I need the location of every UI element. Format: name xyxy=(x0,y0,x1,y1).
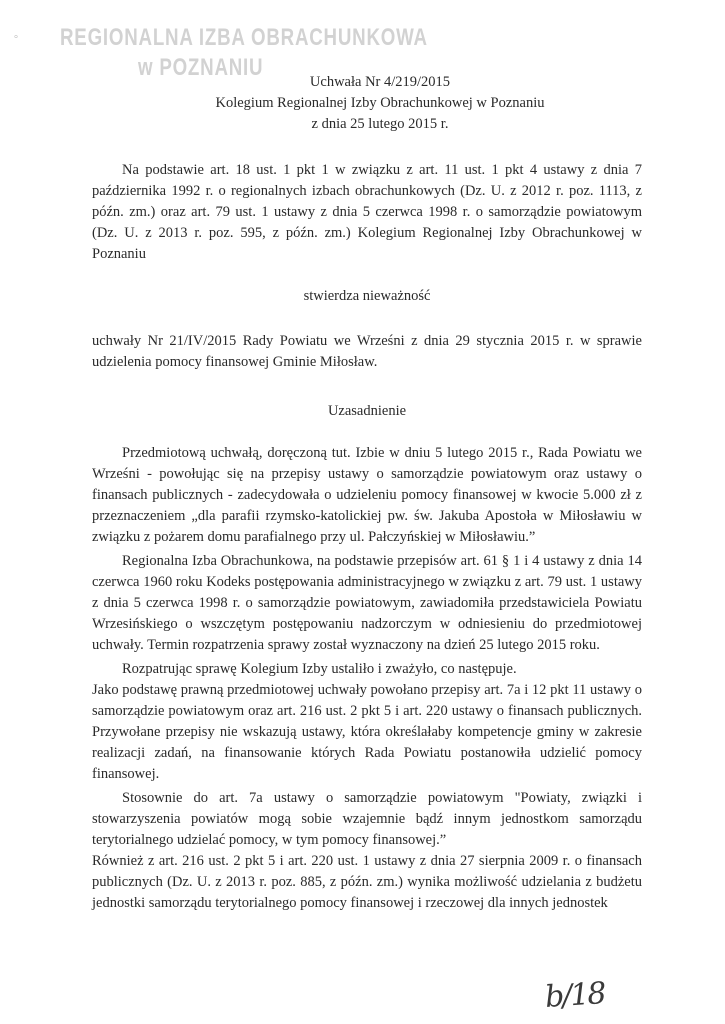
justification-heading: Uzasadnienie xyxy=(327,403,407,419)
margin-mark: ° xyxy=(14,34,18,45)
subject-block xyxy=(92,331,642,373)
paragraph-3: Rozpatrując sprawę Kolegium Izby ustaliło i zważyło, co następuje. xyxy=(122,661,517,677)
paragraph-2: Regionalna Izba Obrachunkowa, na podstawie przepisów art. 61 § 1 i 4 ustawy z dnia 14 czerwca 1960 roku Kodeks postępowania administracyjnego w związku z art. 79 ust. 1 ustawy z dnia 5 czerwca 1998 r. o samorządzie powiatowym, zawiadomiła przedstawiciela Powiatu Wrzesińskiego o wszczętym postępowaniu nadzorczym w odniesieniu do przedmiotowej uchwały. Termin rozpatrzenia sprawy został wyznaczony na dzień 25 lutego 2015 roku. xyxy=(92,553,642,653)
paragraph-1: Przedmiotową uchwałą, doręczoną tut. Izbie w dniu 5 lutego 2015 r., Rada Powiatu we Wrześni - powołując się na przepisy ustawy o samorządzie powiatowym oraz ustawy o finansach publicznych - zadecydowała o udzieleniu pomocy finansowej w kwocie 5.000 zł z przeznaczeniem „dla parafii rzymsko-katolickiej pw. św. Jakuba Apostoła w Miłosławiu w związku z pożarem domu parafialnego przy ul. Pałczyńskiej w Miłosławiu.” xyxy=(92,445,642,545)
subject-text: uchwały Nr 21/IV/2015 Rady Powiatu we Wrześni z dnia 29 stycznia 2015 r. w sprawie udzielenia pomocy finansowej Gminie Miłosław. xyxy=(92,333,642,370)
decision-heading: stwierdza nieważność xyxy=(303,288,431,304)
resolution-header xyxy=(170,72,590,135)
handwritten-page-mark: b/18 xyxy=(543,975,606,1016)
preamble-block xyxy=(92,160,642,265)
issuing-body: Kolegium Regionalnej Izby Obrachunkowej w Poznaniu xyxy=(215,95,545,111)
paragraph-5: Stosownie do art. 7a ustawy o samorządzie powiatowym "Powiaty, związki i stowarzyszenia powiatów mogą sobie wzajemnie bądź innym jednostkom samorządu terytorialnego udzielać pomocy, w tym pomocy finansowej.” xyxy=(92,790,642,848)
resolution-number: Uchwała Nr 4/219/2015 xyxy=(309,74,451,90)
paragraph-4: Jako podstawę prawną przedmiotowej uchwały powołano przepisy art. 7a i 12 pkt 11 ustawy o samorządzie powiatowym oraz art. 216 ust. 2 pkt 5 i art. 220 ustawy o finansach publicznych. Przywołane przepisy nie wskazują ustawy, która określałaby kompetencje gminy w zakresie realizacji zadań, na finansowanie których Rada Powiatu postanowiła udzielić pomocy finansowej. xyxy=(92,682,642,782)
paragraph-6: Również z art. 216 ust. 2 pkt 5 i art. 220 ust. 1 ustawy z dnia 27 sierpnia 2009 r. o finansach publicznych (Dz. U. z 2013 r. poz. 885, z późn. zm.) wynika możliwość udzielania z budżetu jednostki samorządu terytorialnego pomocy finansowej i rzeczowej dla innych jednostek xyxy=(92,853,642,911)
stamp-line-2: w POZNANIU xyxy=(138,54,264,81)
justification-body xyxy=(92,443,642,914)
stamp-line-1: REGIONALNA IZBA OBRACHUNKOWA xyxy=(60,24,428,51)
preamble-text: Na podstawie art. 18 ust. 1 pkt 1 w związku z art. 11 ust. 1 pkt 4 ustawy z dnia 7 października 1992 r. o regionalnych izbach obrachunkowych (Dz. U. z 2012 r. poz. 1113, z późn. zm.) oraz art. 79 ust. 1 ustawy z dnia 5 czerwca 1998 r. o samorządzie powiatowym (Dz. U. z 2013 r. poz. 595, z późn. zm.) Kolegium Regionalnej Izby Obrachunkowej w Poznaniu xyxy=(92,162,642,262)
resolution-date: z dnia 25 lutego 2015 r. xyxy=(311,116,449,132)
